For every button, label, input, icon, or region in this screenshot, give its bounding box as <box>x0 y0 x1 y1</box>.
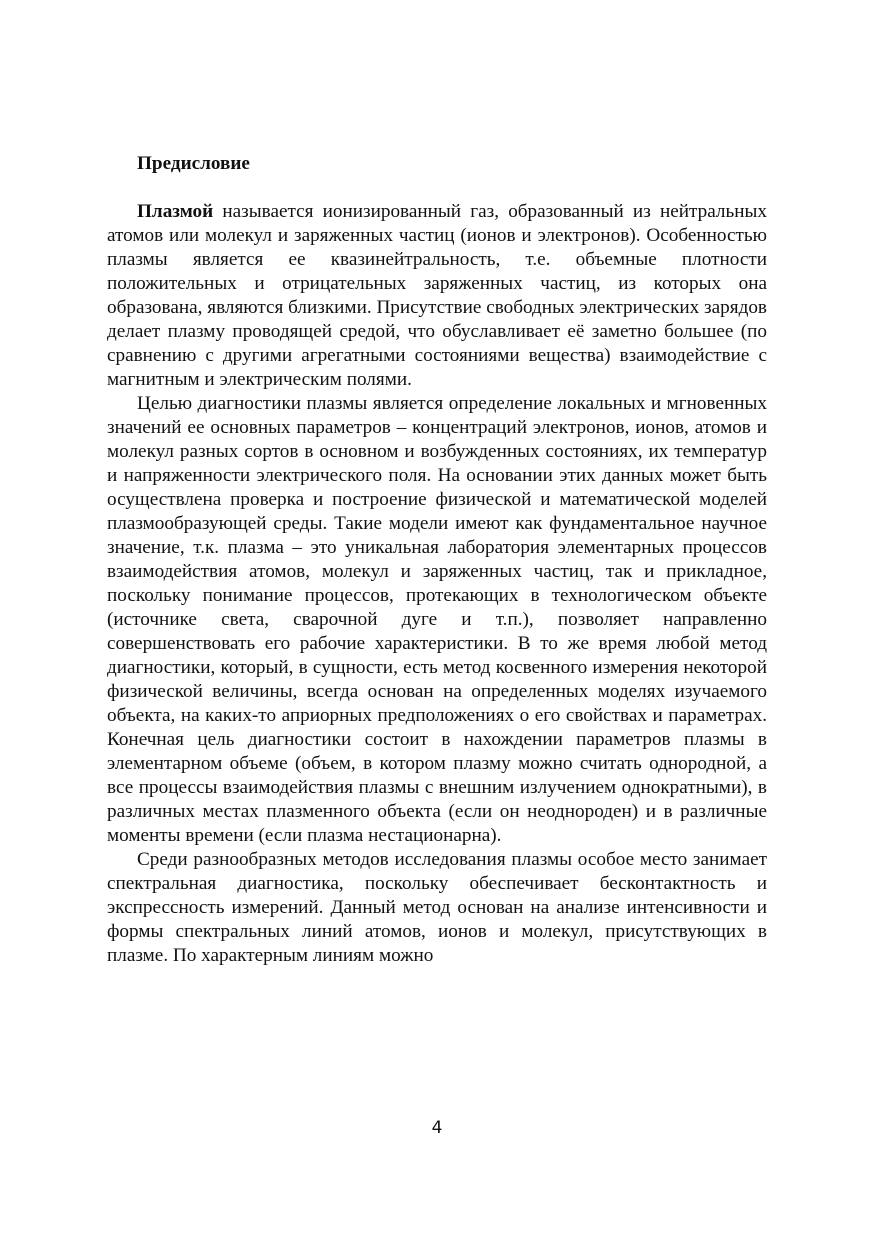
paragraph-definition <box>107 200 767 392</box>
paragraph-text: называется ионизированный газ, образованный из нейтральных атомов или молекул и заряженных частиц (ионов и электронов). Особенностью плазмы является ее квазинейтральность, т.е. объемные плотности положительных и отрицательных заряженных частиц, из которых она образована, являются близкими. Присутствие свободных электрических зарядов делает плазму проводящей средой, что обуславливает её заметно большее (по сравнению с другими агрегатными состояниями вещества) взаимодействие с магнитным и электрическим полями. <box>107 201 767 390</box>
paragraph-spectral-methods: Среди разнообразных методов исследования плазмы особое место занимает спектральная диагностика, поскольку обеспечивает бесконтактность и экспрессность измерений. Данный метод основан на анализе интенсивности и формы спектральных линий атомов, ионов и молекул, присутствующих в плазме. По характерным линиям можно <box>107 849 767 966</box>
section-heading: Предисловие <box>137 153 250 174</box>
term-bold: Плазмой <box>137 201 214 222</box>
paragraph-diagnostics-goal: Целью диагностики плазмы является определение локальных и мгновенных значений ее основных параметров – концентраций электронов, ионов, атомов и молекул разных сортов в основном и возбужденных состояниях, их температур и напряженности электрического поля. На основании этих данных может быть осуществлена проверка и построение физической и математической моделей плазмообразующей среды. Такие модели имеют как фундаментальное научное значение, т.к. плазма – это уникальная лаборатория элементарных процессов взаимодействия атомов, молекул и заряженных частиц, так и прикладное, поскольку понимание процессов, протекающих в технологическом объекте (источнике света, сварочной дуге и т.п.), позволяет направленно совершенствовать его рабочие характеристики. В то же время любой метод диагностики, который, в сущности, есть метод косвенного измерения некоторой физической величины, всегда основан на определенных моделях изучаемого объекта, на каких-то априорных предположениях о его свойствах и параметрах. Конечная цель диагностики состоит в нахождении параметров плазмы в элементарном объеме (объем, в котором плазму можно считать однородной, а все процессы взаимодействия плазмы с внешним излучением однократными), в различных местах плазменного объекта (если он неоднороден) и в различные моменты времени (если плазма нестационарна). <box>107 393 767 846</box>
page-content <box>107 152 767 968</box>
page-number: 4 <box>431 1118 443 1138</box>
